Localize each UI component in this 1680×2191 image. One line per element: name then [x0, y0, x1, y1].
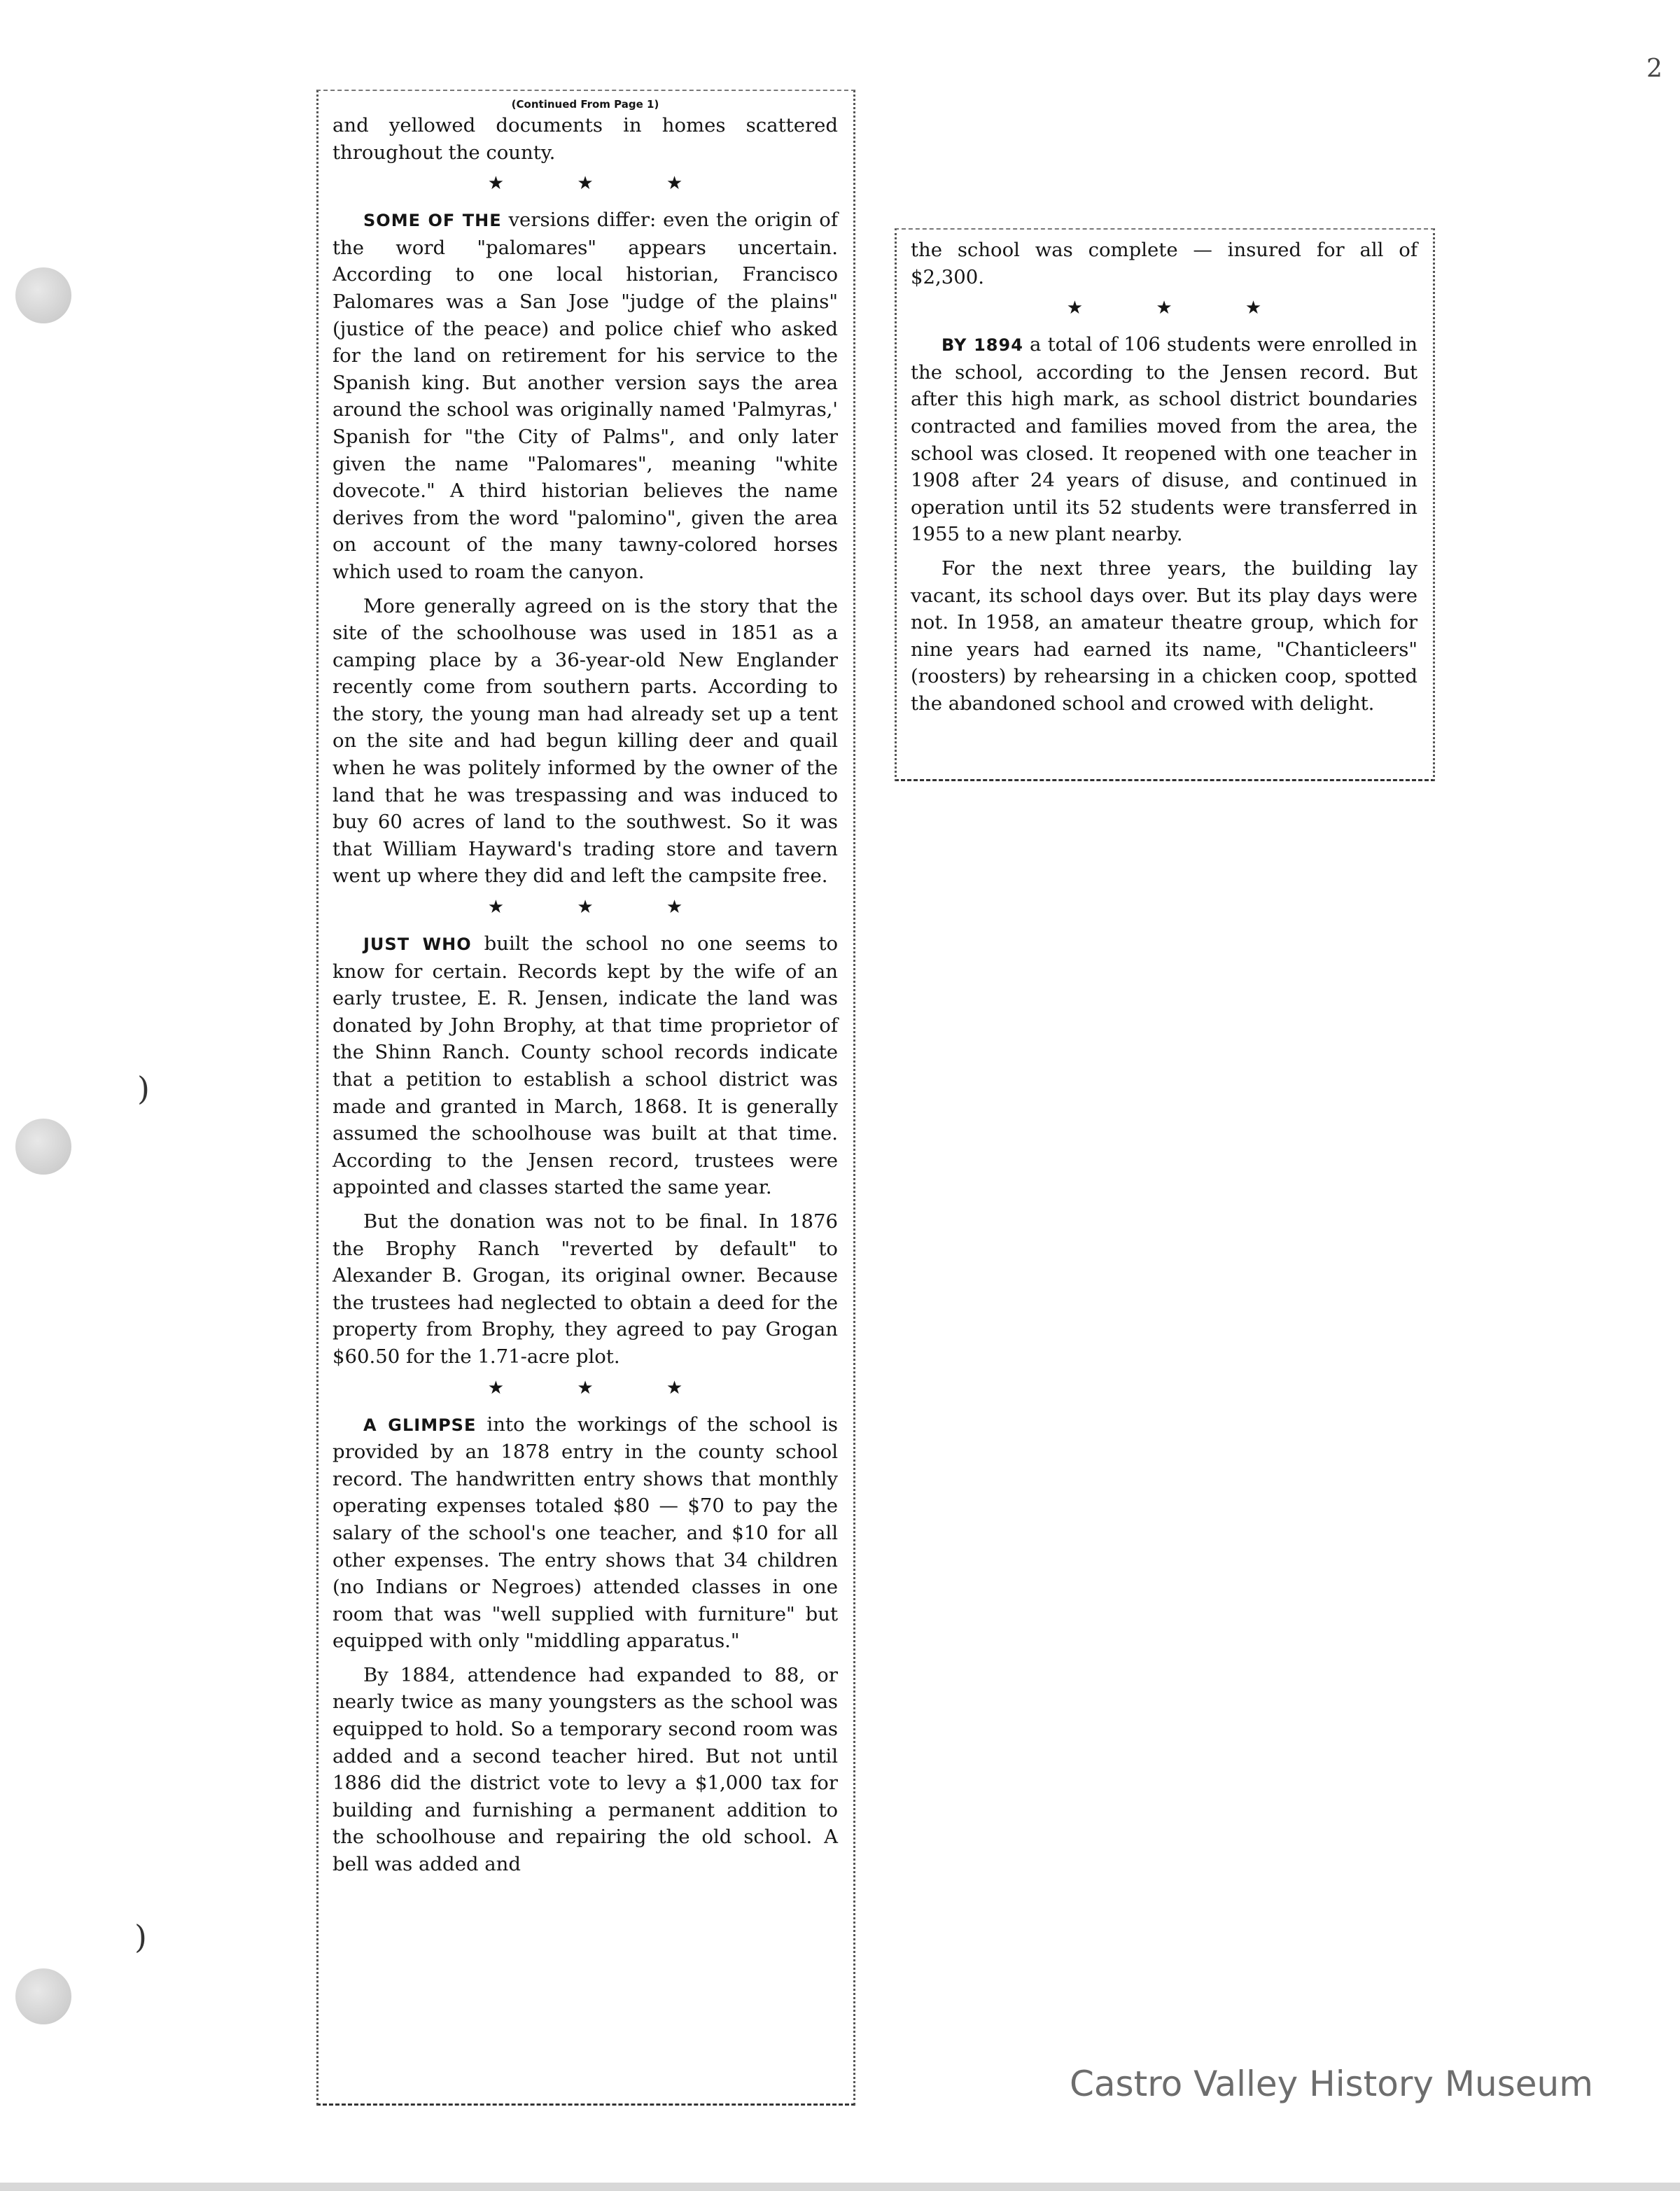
section-divider: ★ ★ ★	[487, 1377, 717, 1399]
paragraph-body: built the school no one seems to know for certain. Records kept by the wife of an early trustee, E. R. Jensen, indicate the land was donated by John Brophy, at that time proprietor of the Shinn Ranch. County school records indicate that a petition to establish a school district was made and granted in March, 1868. It is generally assumed the schoolhouse was built at that time. According to the Jensen record, trustees were appointed and classes started the same year.	[332, 932, 839, 1199]
paragraph-body: into the workings of the school is provided by an 1878 entry in the county school record. The handwritten entry shows that monthly operating expenses totaled $80 — $70 to pay the salary of the school's one teacher, and $10 for all other expenses. The entry shows that 34 children (no Indians or Negroes) attended classes in one room that was "well supplied with furniture" but equipped with only "middling apparatus."	[332, 1413, 838, 1653]
binder-hole-top	[15, 267, 71, 323]
paragraph-body: a total of 106 students were enrolled in the school, according to the Jensen record. But after this high mark, as school district boundaries contracted and families moved from the area, the school was closed. It reopened with one teacher in 1908 after 24 years of disuse, and continued in operation until its 52 students were transferred in 1955 to a new plant nearby.	[911, 333, 1418, 546]
paragraph	[911, 331, 1418, 548]
scan-edge	[0, 2183, 1680, 2191]
paragraph: the school was complete — insured for all of $2,300.	[911, 239, 1418, 288]
binder-hole-bottom	[15, 1968, 71, 2024]
paragraph-body: versions differ: even the origin of the word "palomares" appears uncertain. According to one local historian, Francisco Palomares was a San Jose "judge of the plains" (justice of the peace) and police chief who asked for the land on retirement for his service to the Spanish king. But another version says the area around the school was originally named 'Palmyras,' Spanish for "the City of Palms", and only later given the name "Palomares", meaning "white dovecote." A third historian believes the name derives from the word "palomino", given the area on account of the many tawny-colored horses which used to roam the canyon.	[332, 209, 838, 583]
section-divider: ★ ★ ★	[487, 173, 717, 195]
lead-in: JUST WHO	[363, 934, 472, 955]
paragraph: But the donation was not to be final. In 1876 the Brophy Ranch "reverted by default" to Alexander B. Grogan, its original owner. Because the trustees had neglected to obtain a deed for the property from Brophy, they agreed to pay Grogan $60.50 for the 1.71-acre plot.	[332, 1210, 838, 1368]
lead-in: SOME OF THE	[363, 211, 502, 231]
paragraph: More generally agreed on is the story that the site of the schoolhouse was used in 1851 as a camping place by a 36-year-old New Englander recently come from southern parts. According to the story, the young man had already set up a tent on the site and had begun killing deer and quail when he was politely informed by the owner of the land that he was trespassing and was induced to buy 60 acres of land to the southwest. So it was that William Hayward's trading store and tavern went up where they did and left the campsite free.	[332, 594, 838, 888]
paragraph: By 1884, attendence had expanded to 88, or nearly twice as many youngsters as the school was equipped to hold. So a temporary second room was added and a second teacher hired. But not until 1886 did the district vote to levy a $1,000 tax for building and furnishing a permanent addition to the schoolhouse and repairing the old school. A bell was added and	[332, 1663, 838, 1876]
paragraph	[332, 930, 838, 1201]
left-column-clipping	[316, 90, 855, 2106]
section-divider: ★ ★ ★	[487, 897, 717, 918]
paragraph	[332, 206, 838, 585]
page-number: 2	[1646, 55, 1662, 83]
pen-mark: )	[137, 1070, 150, 1107]
right-column-clipping	[895, 228, 1435, 781]
section-divider: ★ ★ ★	[1066, 298, 1296, 319]
paragraph	[332, 1411, 838, 1655]
intro-paragraph: and yellowed documents in homes scattered throughout the county.	[332, 114, 838, 164]
museum-watermark: Castro Valley History Museum	[1070, 2064, 1593, 2104]
lead-in: BY 1894	[941, 335, 1023, 356]
binder-hole-middle	[15, 1119, 71, 1175]
paragraph: For the next three years, the building lay vacant, its school days over. But its play days were not. In 1958, an amateur theatre group, which for nine years had earned its name, "Chanticleers" (roosters) by rehearsing in a chicken coop, spotted the abandoned school and crowed with delight.	[911, 556, 1418, 715]
lead-in: A GLIMPSE	[363, 1415, 477, 1435]
pen-mark: )	[134, 1918, 147, 1956]
continued-label: (Continued From Page 1)	[511, 98, 659, 111]
